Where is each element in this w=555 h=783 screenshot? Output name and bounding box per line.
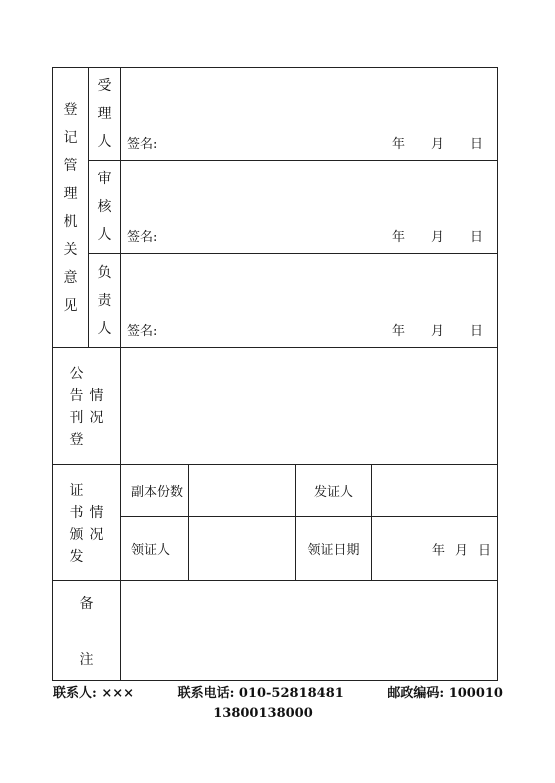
day-label: 日 [469, 137, 483, 152]
heading-char: 情 [89, 388, 104, 404]
receive-date [432, 539, 491, 558]
role-char: 审 [97, 171, 112, 187]
month-label: 月 [430, 324, 444, 339]
role-cell-acceptor [89, 68, 121, 161]
copies-label: 副本份数 [131, 485, 184, 500]
year-label: 年 [391, 324, 405, 339]
announcement-content-cell[interactable] [121, 348, 498, 465]
signature-cell-reviewer[interactable] [121, 161, 498, 254]
heading-char: 理 [63, 185, 78, 202]
copies-label-cell [121, 465, 189, 517]
notes-heading [53, 581, 121, 681]
heading-char: 意 [63, 269, 78, 286]
heading-char: 关 [63, 241, 78, 258]
role-char: 受 [97, 78, 112, 94]
role-char: 人 [97, 320, 112, 337]
issuer-label-cell [296, 465, 372, 517]
certificate-heading [53, 465, 121, 581]
month-label: 月 [430, 137, 444, 152]
copies-value-cell[interactable] [189, 465, 296, 517]
month-label: 月 [454, 543, 468, 558]
signature-label: 签名: [127, 137, 158, 152]
signature-cell-acceptor[interactable] [121, 68, 498, 161]
registration-form-table [52, 67, 498, 681]
notes-heading-top: 备 [79, 595, 94, 612]
signature-date [392, 133, 483, 152]
heading-char: 见 [63, 297, 78, 314]
heading-char: 机 [63, 213, 78, 230]
role-cell-manager [89, 254, 121, 348]
heading-char: 登 [63, 101, 78, 118]
receive-date-label: 领证日期 [307, 543, 360, 558]
heading-char: 颁 [69, 526, 84, 543]
issuer-value-cell[interactable] [372, 465, 498, 517]
receive-date-label-cell [296, 517, 372, 581]
day-label: 日 [469, 324, 483, 339]
contact-footer [53, 684, 503, 724]
day-label: 日 [469, 230, 483, 245]
contact-phone: 联系电话: 010-52818481 [177, 686, 344, 701]
heading-char: 书 [69, 504, 84, 521]
receiver-label: 领证人 [131, 543, 171, 558]
receiver-value-cell[interactable] [189, 517, 296, 581]
postcode: 邮政编码: 100010 [387, 686, 503, 701]
signature-date [392, 226, 483, 245]
role-char: 核 [97, 199, 112, 215]
issuer-label: 发证人 [313, 485, 353, 500]
heading-char: 告 [69, 388, 84, 404]
heading-char: 证 [69, 482, 84, 499]
registry-opinion-heading [53, 68, 89, 348]
receiver-label-cell [121, 517, 189, 581]
role-char: 负 [97, 264, 112, 281]
role-char: 人 [97, 134, 112, 150]
year-label: 年 [431, 543, 445, 558]
contact-mobile: 13800138000 [213, 706, 313, 721]
signature-label: 签名: [127, 324, 158, 339]
heading-char: 管 [63, 157, 78, 174]
heading-char: 公 [69, 366, 84, 382]
signature-label: 签名: [127, 230, 158, 245]
year-label: 年 [391, 230, 405, 245]
contact-person: 联系人: ××× [53, 686, 135, 701]
heading-char: 况 [89, 410, 104, 426]
role-cell-reviewer [89, 161, 121, 254]
day-label: 日 [477, 543, 491, 558]
role-char: 责 [97, 292, 112, 309]
signature-date [392, 320, 483, 339]
announcement-heading [53, 348, 121, 465]
heading-char: 记 [63, 129, 78, 146]
heading-char: 情 [89, 504, 104, 521]
month-label: 月 [430, 230, 444, 245]
role-char: 理 [97, 106, 112, 122]
signature-cell-manager[interactable] [121, 254, 498, 348]
heading-char: 况 [89, 526, 104, 543]
heading-char: 刊 [69, 410, 84, 426]
role-char: 人 [97, 227, 112, 243]
heading-char: 登 [69, 432, 84, 448]
notes-content-cell[interactable] [121, 581, 498, 681]
heading-char: 发 [69, 548, 84, 565]
year-label: 年 [391, 137, 405, 152]
receive-date-value-cell[interactable] [372, 517, 498, 581]
notes-heading-bottom: 注 [79, 651, 94, 668]
